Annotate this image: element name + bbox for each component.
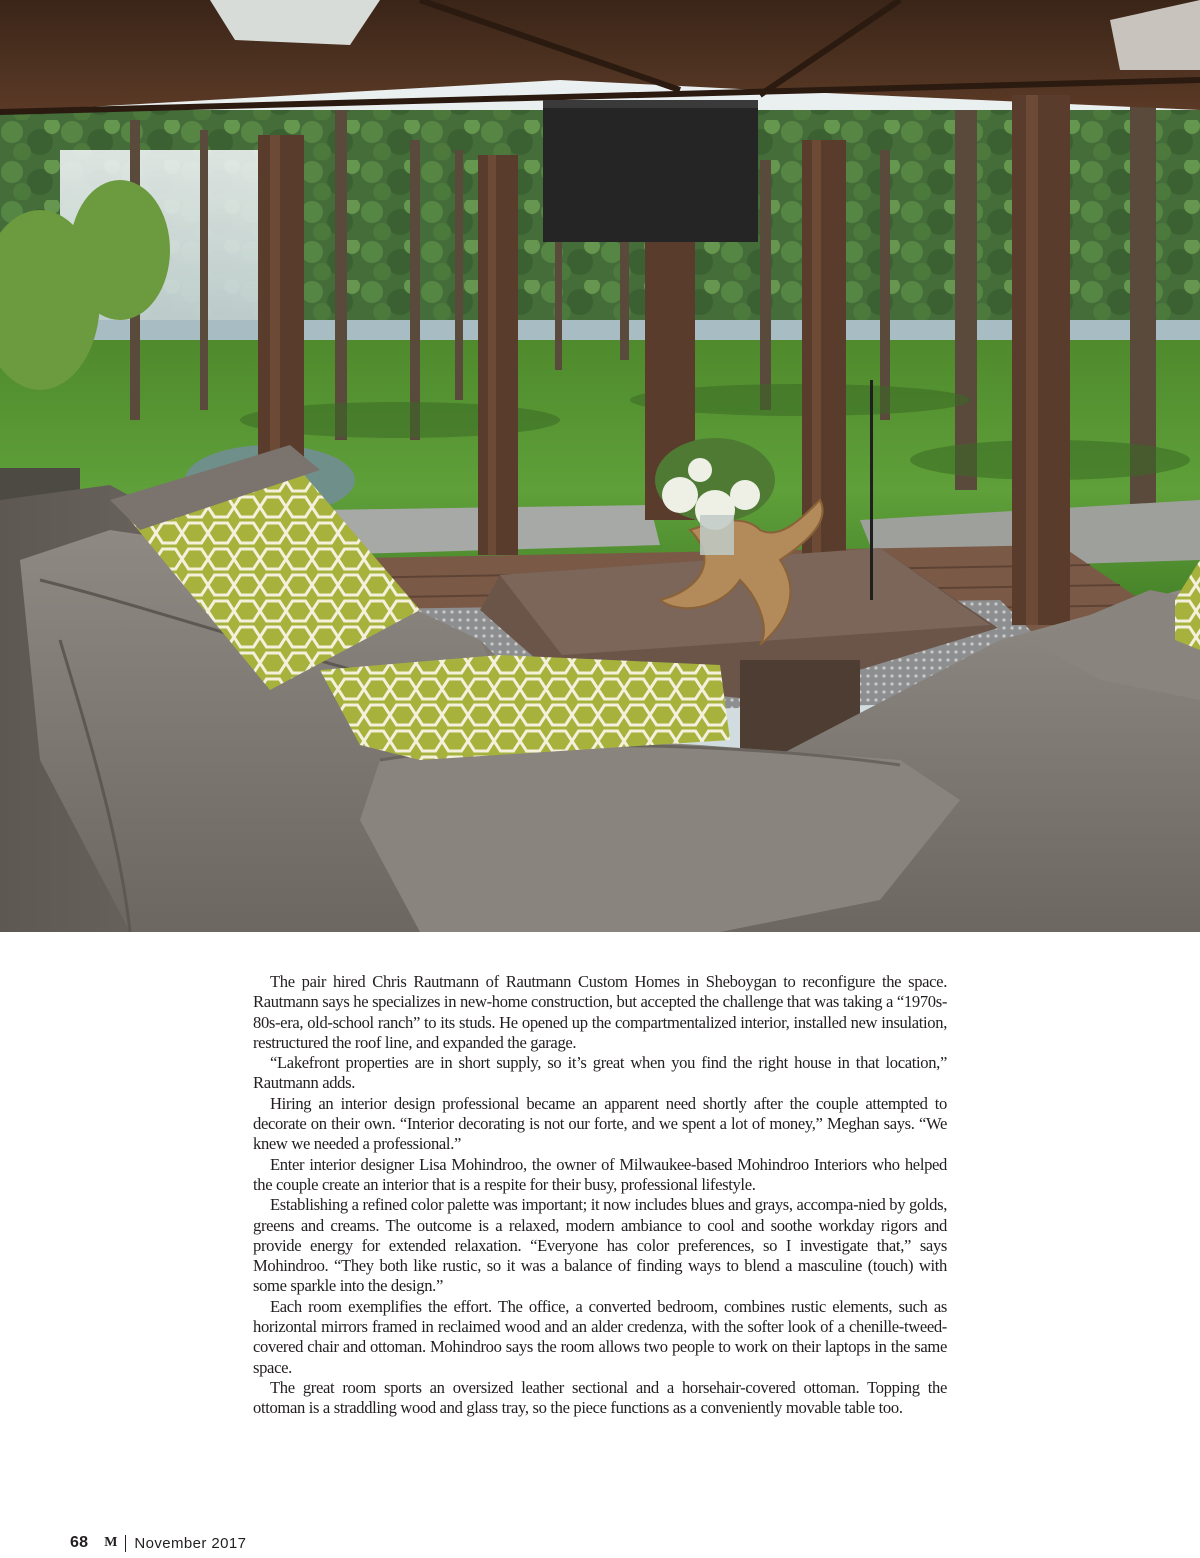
issue-date: November 2017 [134, 1534, 247, 1552]
folio-divider [125, 1535, 126, 1552]
article-paragraph: Each room exemplifies the effort. The office, a converted bedroom, combines rustic elements, such as horizontal mirrors framed in reclaimed wood and an alder credenza, with the softer look of a chenille-tweed-covered chair and ottoman. Mohindroo says the room allows two people to work on their laptops in the same space. [253, 1296, 947, 1377]
article-paragraph: The pair hired Chris Rautmann of Rautmann Custom Homes in Sheboygan to reconfigure the space. Rautmann says he specializes in new-home construction, but accepted the challenge that was taking a “1970s-80s-era, old-school ranch” to its studs. He opened up the compartmentalized interior, installed new insulation, restructured the roof line, and expanded the garage. [253, 972, 947, 1052]
page-folio [70, 1532, 246, 1554]
article-paragraph: “Lakefront properties are in short supply, so it’s great when you find the right house in that location,” Rautmann adds. [253, 1053, 947, 1093]
article-paragraph: Establishing a refined color palette was important; it now includes blues and grays, accompa-nied by golds, greens and creams. The outcome is a relaxed, modern ambiance to cool and soothe workday rigors and provide energy for extended relaxation. “Everyone has color preferences, so I investigate that,” says Mohindroo. “They both like rustic, so it was a balance of finding ways to blend a masculine (touch) with some sparkle into the design.” [253, 1195, 947, 1296]
magazine-logo: M [104, 1535, 118, 1550]
article-body [253, 972, 947, 1419]
article-paragraph: Hiring an interior design professional became an apparent need shortly after the couple attempted to decorate on their own. “Interior decorating is not our forte, and we spent a lot of money,” Meghan says. “We knew we needed a professional.” [253, 1093, 947, 1154]
article-paragraph: Enter interior designer Lisa Mohindroo, the owner of Milwaukee-based Mohindroo Interiors who helped the couple create an interior that is a respite for their busy, professional lifestyle. [253, 1154, 947, 1194]
article-paragraph: The great room sports an oversized leather sectional and a horsehair-covered ottoman. Topping the ottoman is a straddling wood and glass tray, so the piece functions as a conveniently movable table too. [253, 1377, 947, 1418]
page-number: 68 [70, 1534, 89, 1551]
